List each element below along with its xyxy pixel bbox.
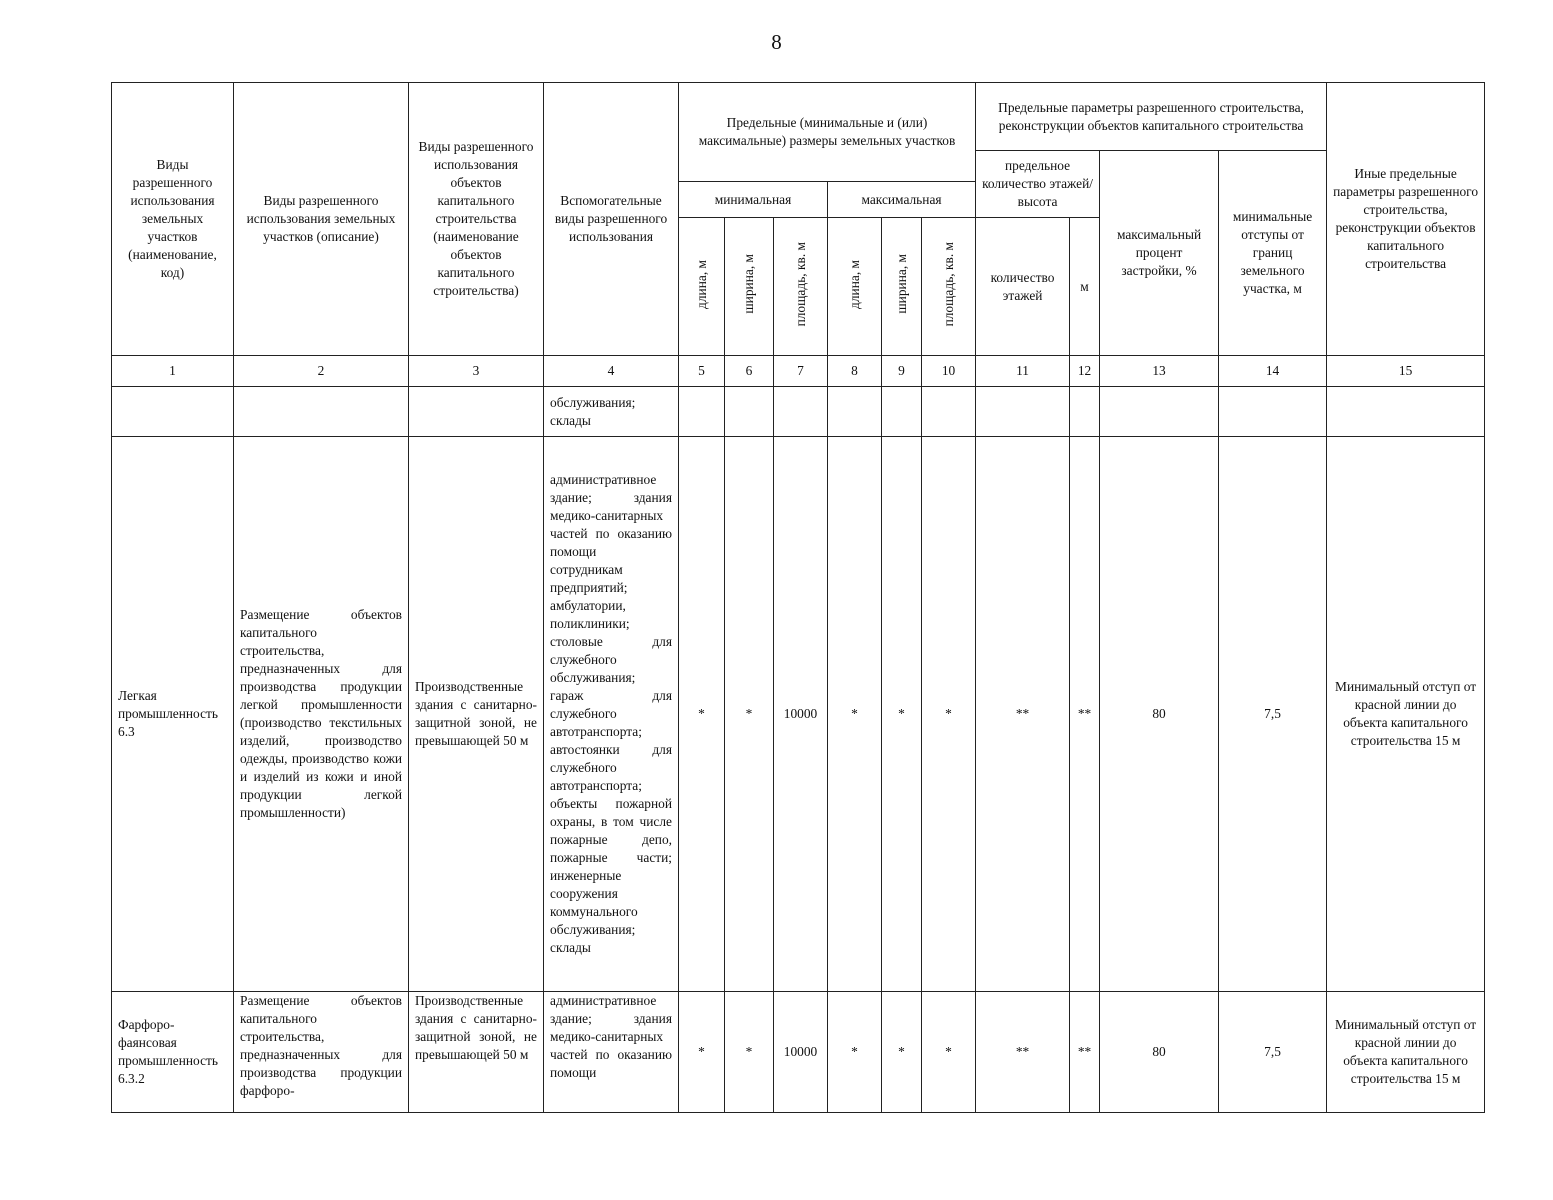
page-number: 8 bbox=[771, 30, 782, 54]
header-min-offsets: минимальные отступы от границ земельного участка, м bbox=[1219, 151, 1327, 356]
column-number: 1 bbox=[112, 356, 234, 387]
header-auxiliary-use: Вспомогательные виды разрешенного использования bbox=[544, 83, 679, 356]
table-row bbox=[112, 992, 1485, 1113]
header-other-parameters: Иные предельные параметры разрешенного строительства, реконструкции объектов капитального строительства bbox=[1327, 83, 1485, 356]
header-floors-height: предельное количество этажей/высота bbox=[976, 151, 1100, 218]
cell-offsets: 7,5 bbox=[1219, 992, 1327, 1113]
cell-build-percent: 80 bbox=[1100, 992, 1219, 1113]
cell-auxiliary-use: обслуживания; склады bbox=[544, 387, 679, 437]
column-number: 5 bbox=[679, 356, 725, 387]
header-max-width: ширина, м bbox=[882, 218, 922, 356]
header-max-length: длина, м bbox=[828, 218, 882, 356]
column-number: 13 bbox=[1100, 356, 1219, 387]
column-number: 2 bbox=[234, 356, 409, 387]
cell-capital-use bbox=[409, 387, 544, 437]
cell-max-length bbox=[828, 387, 882, 437]
cell-offsets: 7,5 bbox=[1219, 437, 1327, 992]
column-number: 11 bbox=[976, 356, 1070, 387]
cell-capital-use: Производственные здания с санитарно-защитной зоной, не превышающей 50 м bbox=[409, 992, 544, 1113]
cell-use-description: Размещение объектов капитального строительства, предназначенных для производства продукции легкой промышленности (производство текстильных изделий, производство одежды, производство кожи и изделий из кожи и иной продукции легкой промышленности) bbox=[234, 437, 409, 992]
cell-max-area bbox=[922, 387, 976, 437]
header-land-use-description: Виды разрешенного использования земельных участков (описание) bbox=[234, 83, 409, 356]
header-min-length: длина, м bbox=[679, 218, 725, 356]
cell-max-width bbox=[882, 387, 922, 437]
cell-max-area: * bbox=[922, 437, 976, 992]
table-row bbox=[112, 437, 1485, 992]
header-minimum: минимальная bbox=[679, 182, 828, 218]
cell-min-area: 10000 bbox=[774, 437, 828, 992]
cell-auxiliary-use: административное здание; здания медико-санитарных частей по оказанию помощи bbox=[544, 992, 679, 1113]
cell-offsets bbox=[1219, 387, 1327, 437]
cell-max-width: * bbox=[882, 992, 922, 1113]
cell-max-width: * bbox=[882, 437, 922, 992]
cell-max-area: * bbox=[922, 992, 976, 1113]
column-number: 3 bbox=[409, 356, 544, 387]
cell-auxiliary-use: административное здание; здания медико-санитарных частей по оказанию помощи сотрудникам предприятий; амбулатории, поликлиники; столовые для служебного обслуживания; гараж для служебного автотранспорта; автостоянки для служебного автотранспорта; объекты пожарной охраны, в том числе пожарные депо, пожарные части; инженерные сооружения коммунального обслуживания; склады bbox=[544, 437, 679, 992]
header-min-width: ширина, м bbox=[725, 218, 774, 356]
cell-use-description: Размещение объектов капитального строительства, предназначенных для производства продукции фарфоро- bbox=[234, 992, 409, 1113]
column-number: 15 bbox=[1327, 356, 1485, 387]
column-number: 9 bbox=[882, 356, 922, 387]
cell-height bbox=[1070, 387, 1100, 437]
cell-other-params: Минимальный отступ от красной линии до объекта капитального строительства 15 м bbox=[1327, 992, 1485, 1113]
table-row bbox=[112, 387, 1485, 437]
cell-min-length bbox=[679, 387, 725, 437]
header-capital-construction-use: Виды разрешенного использования объектов капитального строительства (наименование объектов капитального строительства) bbox=[409, 83, 544, 356]
column-number: 6 bbox=[725, 356, 774, 387]
header-construction-parameters: Предельные параметры разрешенного строительства, реконструкции объектов капитального строительства bbox=[976, 83, 1327, 151]
cell-build-percent: 80 bbox=[1100, 437, 1219, 992]
cell-use-description bbox=[234, 387, 409, 437]
cell-capital-use: Производственные здания с санитарно-защитной зоной, не превышающей 50 м bbox=[409, 437, 544, 992]
cell-max-length: * bbox=[828, 437, 882, 992]
header-min-area: площадь, кв. м bbox=[774, 218, 828, 356]
cell-min-area bbox=[774, 387, 828, 437]
cell-floors: ** bbox=[976, 992, 1070, 1113]
column-number-row bbox=[112, 356, 1485, 387]
cell-floors bbox=[976, 387, 1070, 437]
header-maximum: максимальная bbox=[828, 182, 976, 218]
header-land-plot-sizes: Предельные (минимальные и (или) максимальные) размеры земельных участков bbox=[679, 83, 976, 182]
header-land-use-name: Виды разрешенного использования земельных участков (наименование, код) bbox=[112, 83, 234, 356]
cell-floors: ** bbox=[976, 437, 1070, 992]
cell-min-length: * bbox=[679, 437, 725, 992]
cell-min-width: * bbox=[725, 992, 774, 1113]
cell-use-name bbox=[112, 387, 234, 437]
header-height-meters: м bbox=[1070, 218, 1100, 356]
column-number: 4 bbox=[544, 356, 679, 387]
cell-height: ** bbox=[1070, 992, 1100, 1113]
column-number: 14 bbox=[1219, 356, 1327, 387]
column-number: 10 bbox=[922, 356, 976, 387]
cell-min-width: * bbox=[725, 437, 774, 992]
cell-use-name: Легкая промышленность 6.3 bbox=[112, 437, 234, 992]
column-number: 12 bbox=[1070, 356, 1100, 387]
header-floors-count: количество этажей bbox=[976, 218, 1070, 356]
header-max-area: площадь, кв. м bbox=[922, 218, 976, 356]
column-number: 7 bbox=[774, 356, 828, 387]
cell-other-params bbox=[1327, 387, 1485, 437]
cell-build-percent bbox=[1100, 387, 1219, 437]
cell-min-length: * bbox=[679, 992, 725, 1113]
land-use-table bbox=[111, 82, 1485, 1113]
cell-min-width bbox=[725, 387, 774, 437]
cell-max-length: * bbox=[828, 992, 882, 1113]
cell-height: ** bbox=[1070, 437, 1100, 992]
cell-other-params: Минимальный отступ от красной линии до объекта капитального строительства 15 м bbox=[1327, 437, 1485, 992]
column-number: 8 bbox=[828, 356, 882, 387]
cell-min-area: 10000 bbox=[774, 992, 828, 1113]
cell-use-name: Фарфоро-фаянсовая промышленность 6.3.2 bbox=[112, 992, 234, 1113]
header-max-build-percent: максимальный процент застройки, % bbox=[1100, 151, 1219, 356]
